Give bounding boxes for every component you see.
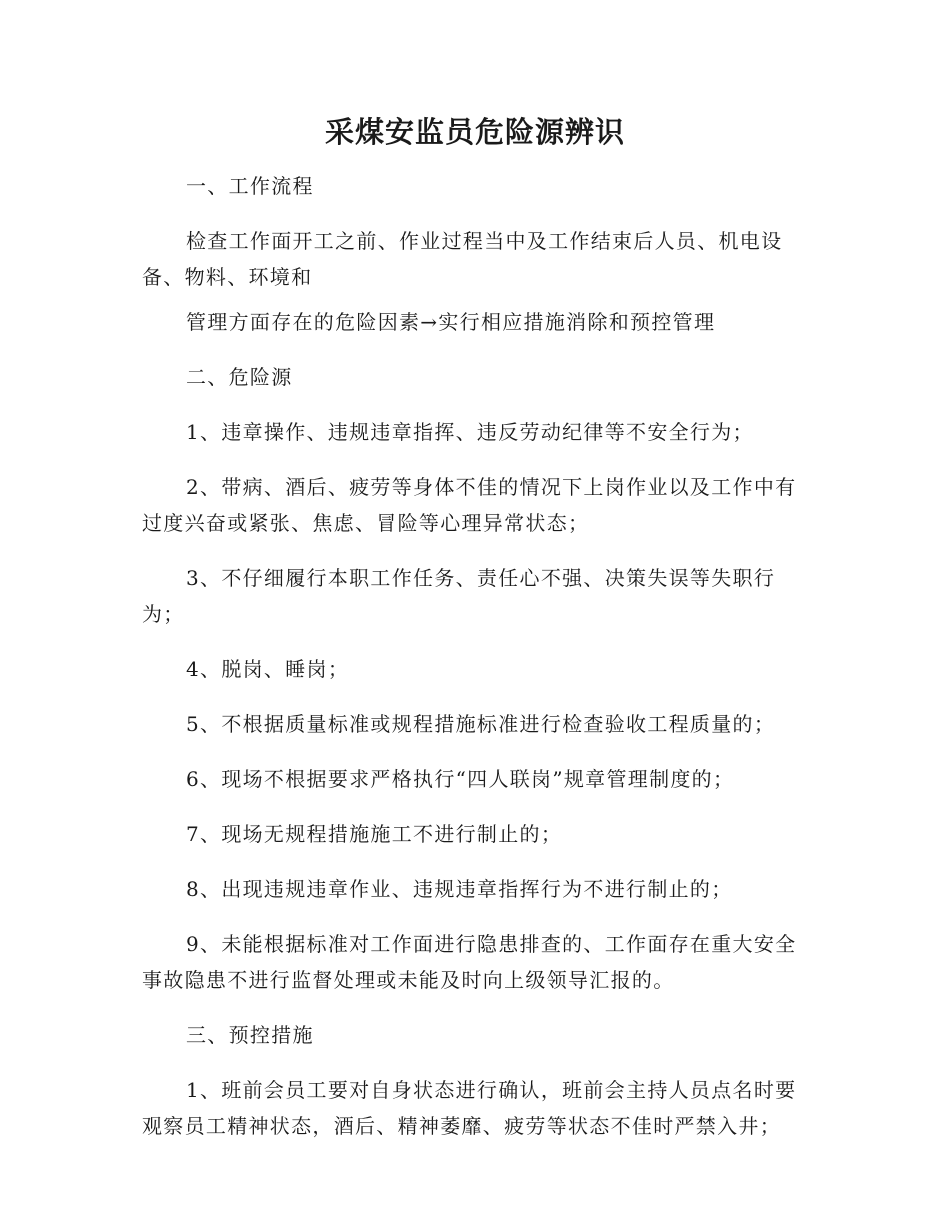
list-item: 8、出现违规违章作业、违规违章指挥行为不进行制止的； xyxy=(186,877,733,901)
list-item: 3、不仔细履行本职工作任务、责任心不强、决策失误等失职行为； xyxy=(142,566,776,626)
section-heading-workflow: 一、工作流程 xyxy=(186,174,314,198)
list-item: 1、违章操作、违规违章指挥、违反劳动纪律等不安全行为； xyxy=(186,420,754,444)
list-item: 2、带病、酒后、疲劳等身体不佳的情况下上岗作业以及工作中有过度兴奋或紧张、焦虑、冒险等心理异常状态； xyxy=(142,475,797,535)
document-title: 采煤安监员危险源辨识 xyxy=(324,115,625,149)
list-item: 7、现场无规程措施施工不进行制止的； xyxy=(186,822,563,846)
list-item: 1、班前会员工要对自身状态进行确认，班前会主持人员点名时要观察员工精神状态，酒后、精神萎靡、疲劳等状态不佳时严禁入井； xyxy=(142,1078,797,1138)
document-body xyxy=(142,168,808,1163)
list-item: 5、不根据质量标准或规程措施标准进行检查验收工程质量的； xyxy=(186,712,776,736)
list-item: 6、现场不根据要求严格执行“四人联岗”规章管理制度的； xyxy=(186,767,735,791)
list-item: 9、未能根据标准对工作面进行隐患排查的、工作面存在重大安全事故隐患不进行监督处理或未能及时向上级领导汇报的。 xyxy=(142,932,797,992)
list-item: 4、脱岗、睡岗； xyxy=(186,657,350,681)
paragraph: 检查工作面开工之前、作业过程当中及工作结束后人员、机电设备、物料、环境和 xyxy=(142,229,783,289)
paragraph: 管理方面存在的危险因素→实行相应措施消除和预控管理 xyxy=(186,310,716,334)
section-heading-controls: 三、预控措施 xyxy=(186,1023,314,1047)
section-heading-hazards: 二、危险源 xyxy=(186,365,293,389)
